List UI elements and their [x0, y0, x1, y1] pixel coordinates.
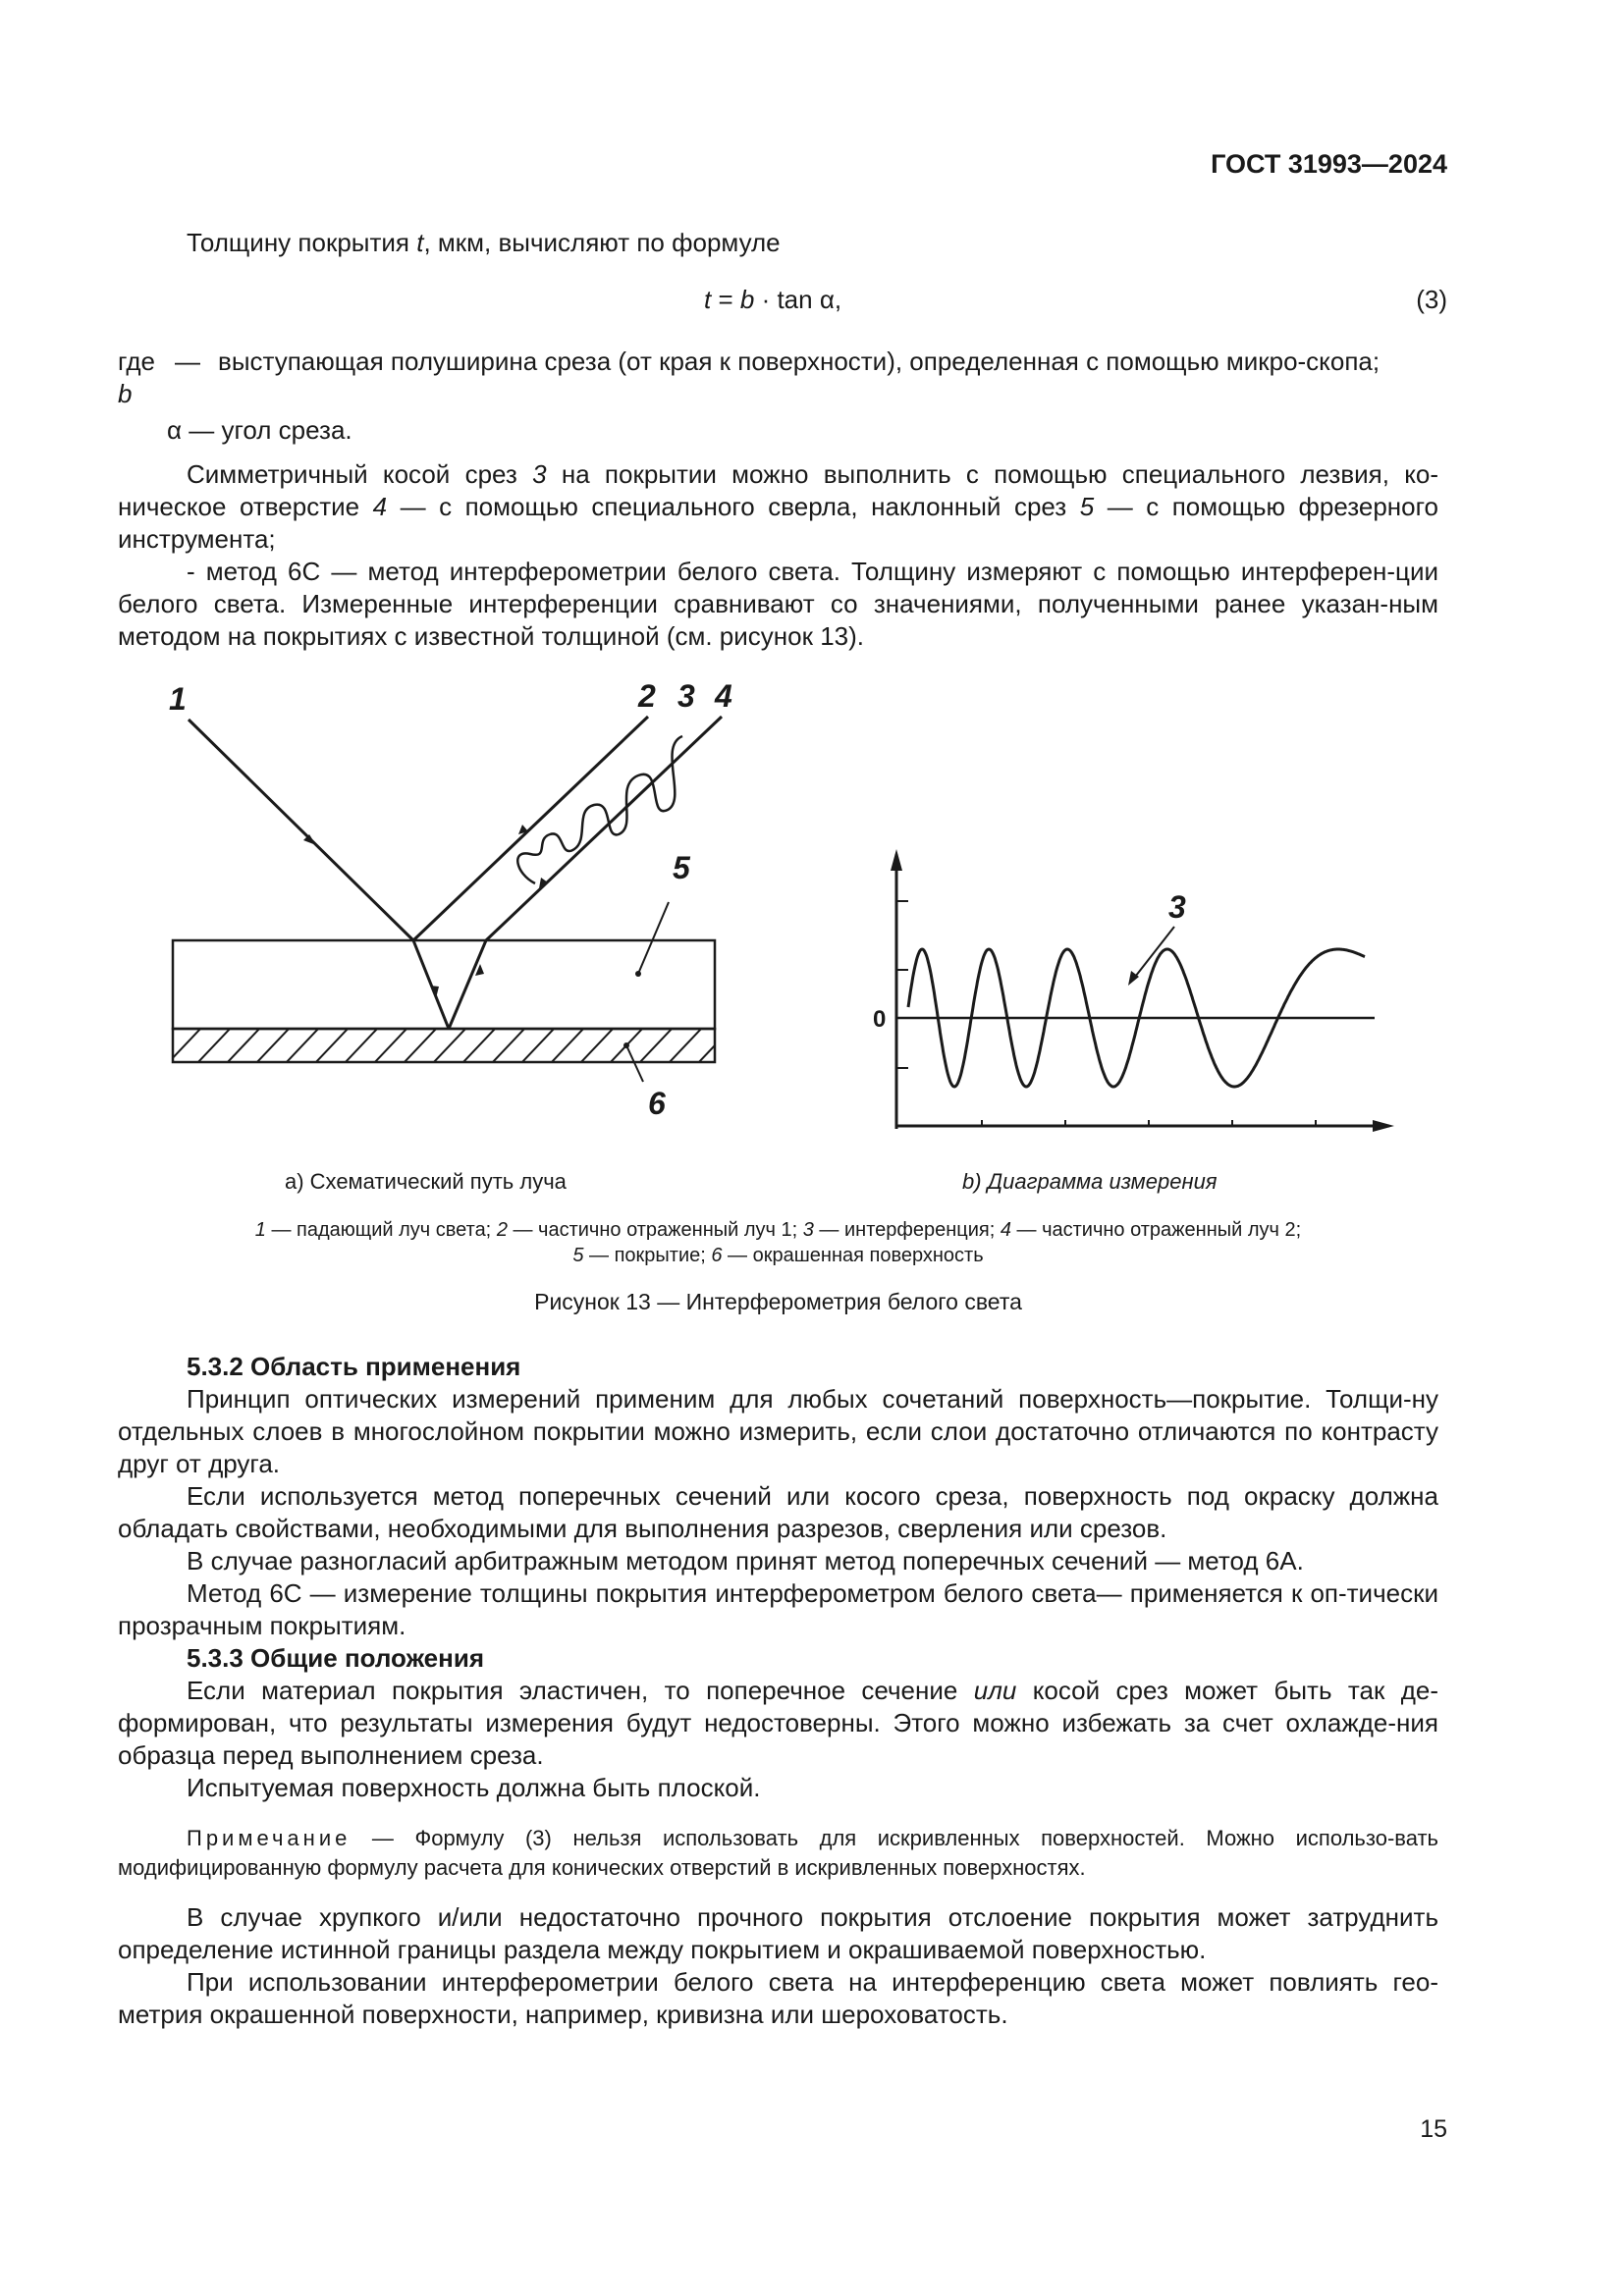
label-3b: 3	[1168, 889, 1186, 925]
paragraph-532-4: Метод 6С — измерение толщины покрытия интерферометром белого света— применяется к оп-тически прозрачным покрытиям.	[118, 1578, 1438, 1640]
paragraph-532-2: Если используется метод поперечных сечений или косого среза, поверхность под окраску должна обладать свойствами, необходимыми для выполнения разрезов, сверления или срезов.	[118, 1481, 1438, 1543]
where-alpha: α — угол среза.	[167, 415, 352, 445]
page-number: 15	[1420, 2115, 1447, 2143]
incident-ray	[189, 720, 413, 940]
schematic-diagram	[167, 717, 732, 1082]
paragraph-533-2: Испытуемая поверхность должна быть плоской.	[187, 1773, 761, 1802]
substrate-hatching	[167, 1027, 732, 1064]
paragraph-method-6c: - метод 6С — метод интерферометрии белого света. Толщину измеряют с помощью интерферен-ции белого света. Измеренные интерференции сравнивают со значениями, полученными ранее указан-ным методом на покрытиях с известной толщиной (см. рисунок 13).	[118, 557, 1438, 651]
formula-number: (3)	[1416, 285, 1447, 314]
zero-label: 0	[873, 1006, 887, 1033]
paragraph-532-1: Принцип оптических измерений применим для любых сочетаний поверхность—покрытие. Толщи-ну отдельных слоев в многослойном покрытии можно измерить, если слои достаточно отличаются по контрасту друг от друга.	[118, 1384, 1438, 1478]
label-1: 1	[169, 681, 187, 717]
paragraph-symmetric-slice: Симметричный косой срез 3 на покрытии можно выполнить с помощью специального лезвия, ко-ническое отверстие 4 — с помощью специального сверла, наклонный срез 5 — с помощью фрезерного инструмента;	[118, 459, 1438, 554]
refracted-ray-up	[449, 940, 486, 1029]
interference-wave	[517, 736, 682, 883]
paragraph-closing-2: При использовании интерферометрии белого света на интерференцию света может повлиять гео-метрия окрашенной поверхности, например, кривизна или шероховатость.	[118, 1967, 1438, 2029]
document-id: ГОСТ 31993—2024	[1211, 149, 1447, 179]
formula: t = b · tan α,	[704, 285, 842, 314]
reflected-ray-1	[413, 717, 648, 940]
refracted-ray-down	[413, 940, 449, 1029]
caption-b: b) Диаграмма измерения	[962, 1169, 1218, 1194]
where-b-prefix: где b	[118, 347, 155, 408]
y-axis-arrow-icon	[891, 849, 902, 871]
measurement-diagram	[891, 849, 1394, 1132]
section-heading-533: 5.3.3 Общие положения	[187, 1643, 484, 1673]
caption-a: а) Схематический путь луча	[285, 1169, 567, 1194]
where-b-dash: —	[175, 347, 200, 376]
label-3: 3	[677, 678, 695, 714]
label-2: 2	[638, 678, 656, 714]
paragraph-532-3: В случае разногласий арбитражным методом принят метод поперечных сечений — метод 6А.	[187, 1546, 1304, 1575]
figure-legend: 1 — падающий луч света; 2 — частично отраженный луч 1; 3 — интерференция; 4 — частично отраженный луч 2; 5 — покрытие; 6 — окрашенная поверхность	[254, 1219, 1302, 1266]
figure-title: Рисунок 13 — Интерферометрия белого света	[534, 1289, 1022, 1314]
paragraph-closing-1: В случае хрупкого и/или недостаточно прочного покрытия отслоение покрытия может затруднить определение истинной границы раздела между покрытием и окрашиваемой поверхностью.	[118, 1902, 1438, 1964]
formula-intro: Толщину покрытия t, мкм, вычисляют по формуле	[187, 228, 781, 257]
label-4: 4	[715, 678, 732, 714]
where-b-text: выступающая полуширина среза (от края к поверхности), определенная с помощью микро-скопа;	[218, 347, 1380, 376]
label-5: 5	[673, 850, 690, 885]
leader-5	[638, 902, 669, 974]
y-ticks	[896, 901, 908, 1068]
figure-13	[0, 677, 1624, 1148]
section-heading-532: 5.3.2 Область применения	[187, 1352, 521, 1381]
x-axis-arrow-icon	[1373, 1120, 1394, 1132]
leader-6	[626, 1045, 643, 1082]
label-6: 6	[648, 1086, 666, 1121]
paragraph-533-1: Если материал покрытия эластичен, то поперечное сечение или косой срез может быть так де-формирован, что результаты измерения будут недостоверны. Этого можно избежать за счет охлажде-ния образца перед выполнением среза.	[118, 1676, 1438, 1770]
note: Примечание — Формулу (3) нельзя использовать для искривленных поверхностей. Можно использо-вать модифицированную формулу расчета для конических отверстий в искривленных поверхностях.	[118, 1826, 1438, 1880]
